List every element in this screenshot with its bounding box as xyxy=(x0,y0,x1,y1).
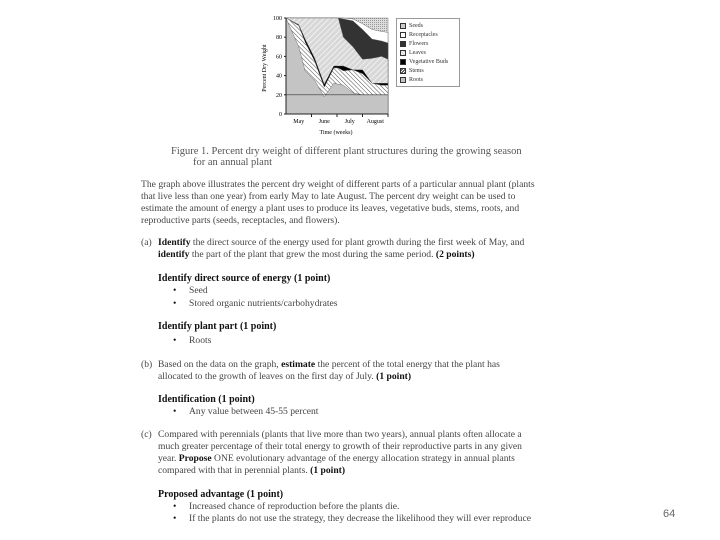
chart-legend xyxy=(396,18,460,87)
question-a xyxy=(141,237,524,261)
question-text: year. xyxy=(158,453,179,464)
legend-label: Seeds xyxy=(409,22,423,29)
caption-line: for an annual plant xyxy=(193,157,273,168)
question-b xyxy=(141,359,500,383)
x-tick-label: May xyxy=(293,119,305,125)
question-text: the direct source of the energy used for plant growth during the first week of May, and xyxy=(190,237,525,248)
legend-label: Stems xyxy=(409,67,424,74)
rubric-item: • Roots xyxy=(175,335,211,347)
rubric-item: • Any value between 45-55 percent xyxy=(175,406,318,418)
page-number: 64 xyxy=(663,508,676,520)
question-label: (a) xyxy=(141,237,152,248)
question-c xyxy=(141,429,522,477)
rubric-heading: Identify direct source of energy (1 point) xyxy=(158,273,331,284)
y-tick-label: 0 xyxy=(279,112,282,118)
figure-caption xyxy=(171,146,522,168)
x-axis-label: Time (weeks) xyxy=(319,130,353,136)
intro-paragraph xyxy=(141,179,535,227)
rubric-item: • Increased chance of reproduction before the plants die. xyxy=(175,501,399,513)
legend-swatch xyxy=(400,77,406,83)
caption-line: Figure 1. Percent dry weight of different plant structures during the growing season xyxy=(171,146,522,157)
intro-line: that live less than one year) from early May to late August. The percent dry weight can be used to xyxy=(141,191,516,202)
intro-line: estimate the amount of energy a plant uses to produce its leaves, vegetative buds, stems, roots, and xyxy=(141,203,520,214)
legend-item xyxy=(400,30,456,39)
rubric-item: • If the plants do not use the strategy, they decrease the likelihood they will ever reproduce xyxy=(175,513,531,525)
y-tick-label: 80 xyxy=(276,35,282,42)
figure-1-chart xyxy=(258,10,458,142)
legend-item xyxy=(400,66,456,75)
legend-swatch xyxy=(400,41,406,47)
question-text: allocated to the growth of leaves on the first day of July. xyxy=(158,371,374,382)
legend-item xyxy=(400,57,456,66)
question-text: the percent of the total energy that the plant has xyxy=(315,359,500,370)
y-tick-label: 100 xyxy=(273,16,282,22)
x-tick-label: August xyxy=(366,119,384,125)
points: (1 point) xyxy=(310,465,346,476)
question-text: Based on the data on the graph, xyxy=(158,359,282,370)
rubric-heading: Proposed advantage (1 point) xyxy=(158,489,284,500)
intro-line: reproductive parts (seeds, receptacles, and flowers). xyxy=(141,215,340,226)
question-label: (b) xyxy=(141,359,153,370)
question-text: Compared with perennials (plants that live more than two years), annual plants often allocate a xyxy=(158,429,522,440)
points: (2 points) xyxy=(435,249,475,260)
y-tick-label: 40 xyxy=(276,73,282,80)
rubric-heading: Identify plant part (1 point) xyxy=(158,321,277,332)
intro-line: The graph above illustrates the percent dry weight of different parts of a particular annual plant (plants xyxy=(141,179,535,190)
legend-swatch xyxy=(400,23,406,29)
question-text: ONE evolutionary advantage of the energy allocation strategy in annual plants xyxy=(211,453,515,464)
question-text: the part of the plant that grew the most during the same period. xyxy=(189,249,434,260)
legend-label: Receptacles xyxy=(409,31,438,38)
points: (1 point) xyxy=(376,371,412,382)
x-tick-label: July xyxy=(344,119,355,125)
keyword: Identify xyxy=(158,237,191,248)
keyword: Propose xyxy=(178,453,212,464)
y-tick-label: 60 xyxy=(276,54,282,61)
keyword: identify xyxy=(158,249,190,260)
legend-item xyxy=(400,39,456,48)
question-text: compared with that in perennial plants. xyxy=(158,465,308,476)
legend-swatch xyxy=(400,59,406,65)
y-tick-label: 20 xyxy=(276,92,282,99)
rubric-item: • Stored organic nutrients/carbohydrates xyxy=(175,298,337,310)
rubric-heading: Identification (1 point) xyxy=(158,394,255,405)
x-tick-label: June xyxy=(318,119,330,125)
rubric-item: • Seed xyxy=(175,285,208,297)
legend-label: Flowers xyxy=(409,40,429,47)
y-axis-label: Percent Dry Weight xyxy=(262,44,268,92)
legend-item xyxy=(400,75,456,84)
keyword: estimate xyxy=(281,359,316,370)
legend-swatch xyxy=(400,68,406,74)
legend-item xyxy=(400,21,456,30)
legend-swatch xyxy=(400,50,406,56)
question-text: much greater percentage of their total energy to growth of their reproductive parts in any given xyxy=(158,441,522,452)
legend-swatch xyxy=(400,32,406,38)
question-label: (c) xyxy=(141,429,152,440)
legend-item xyxy=(400,48,456,57)
legend-label: Roots xyxy=(409,76,424,83)
legend-label: Vegetative Buds xyxy=(409,58,449,65)
legend-label: Leaves xyxy=(409,49,426,56)
